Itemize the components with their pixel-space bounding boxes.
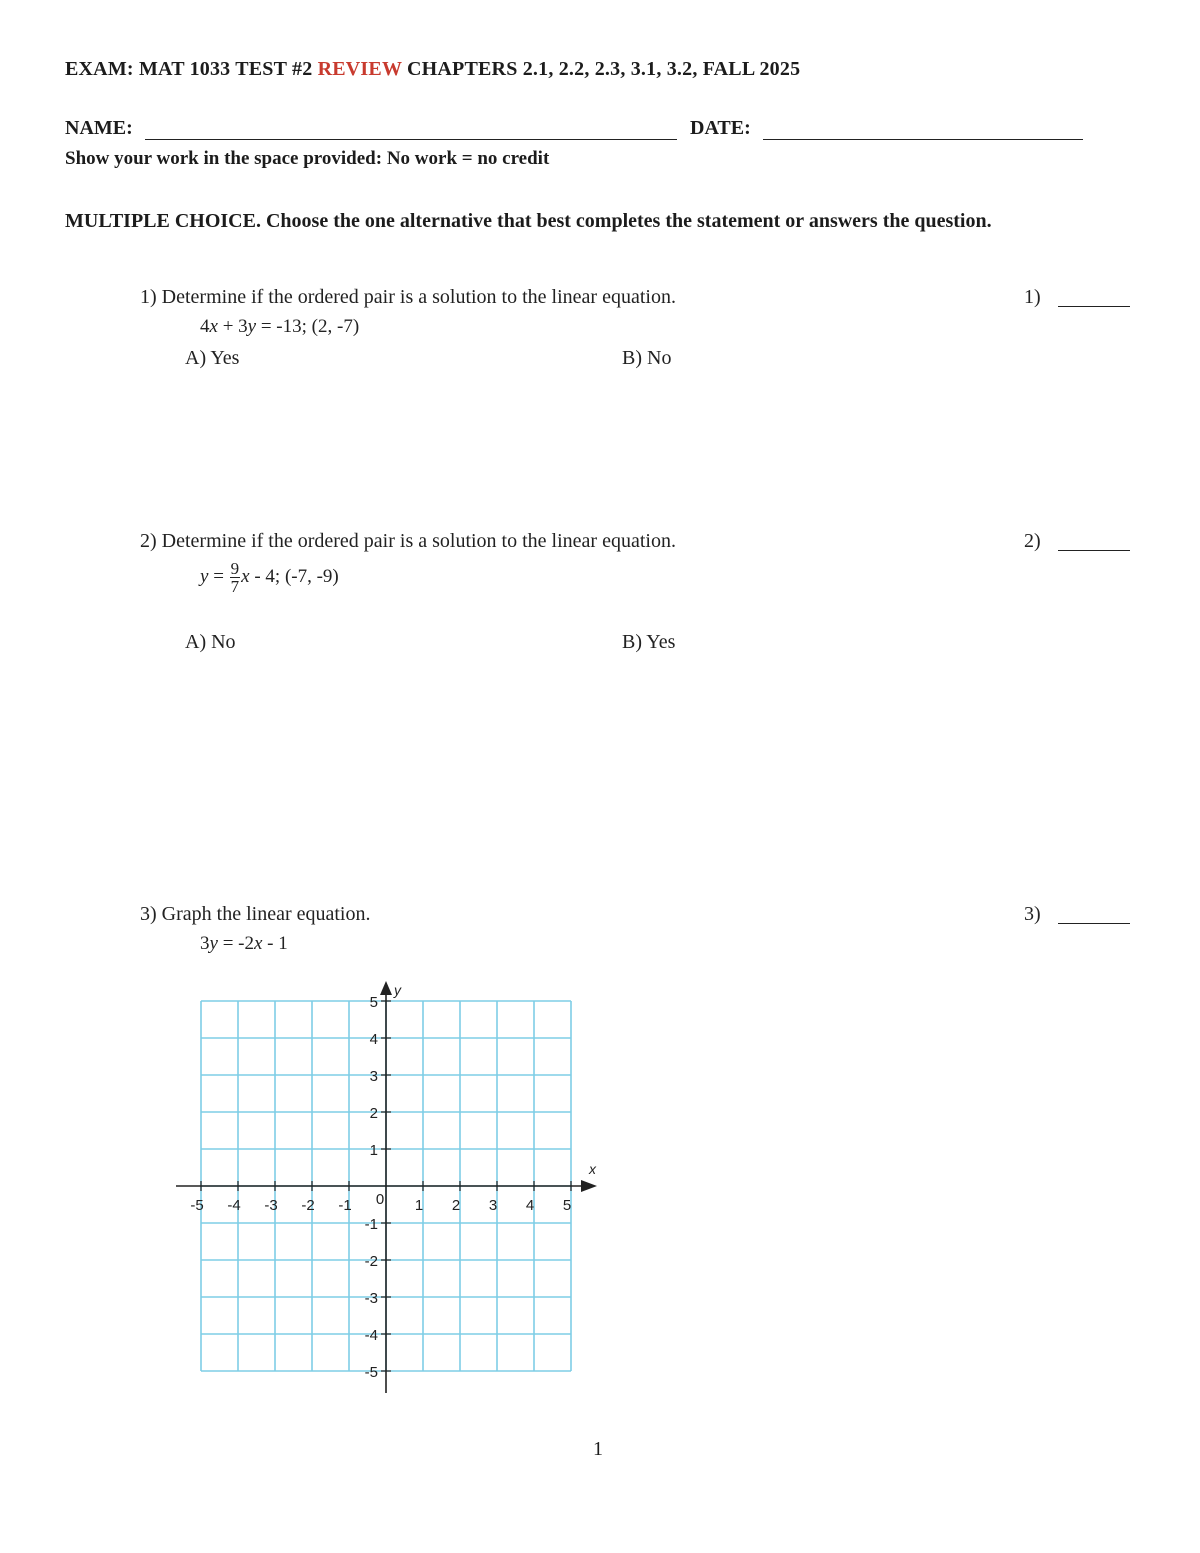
q3-eq-equals: = -2 bbox=[217, 933, 254, 954]
y-tick-label: 5 bbox=[369, 994, 378, 1011]
y-tick-label: -3 bbox=[364, 1290, 378, 1307]
question-1-option-b[interactable]: B) No bbox=[622, 347, 672, 369]
q1-eq-coef: 4 bbox=[200, 316, 210, 337]
y-tick-label: 1 bbox=[369, 1142, 378, 1159]
x-tick-label: -2 bbox=[301, 1197, 315, 1214]
x-axis-arrow bbox=[581, 1180, 597, 1192]
x-tick-label: 2 bbox=[451, 1197, 461, 1214]
q1-eq-y: y bbox=[247, 316, 257, 337]
answer-label-2: 2) bbox=[1024, 530, 1041, 552]
q2-eq-x: x bbox=[241, 565, 250, 587]
answer-label-3: 3) bbox=[1024, 903, 1041, 925]
q2-eq-rest: - 4; (-7, -9) bbox=[249, 565, 339, 587]
y-axis-label: y bbox=[394, 982, 401, 998]
q3-eq-x: x bbox=[253, 933, 263, 954]
work-instructions: Show your work in the space provided: No work = no credit bbox=[65, 148, 550, 169]
q2-eq-y: y bbox=[200, 565, 209, 587]
y-tick-label: 4 bbox=[369, 1031, 378, 1048]
x-tick-label: -1 bbox=[338, 1197, 352, 1214]
x-tick-label: -3 bbox=[264, 1197, 278, 1214]
x-axis-label: x bbox=[589, 1161, 596, 1177]
x-tick-label: -4 bbox=[227, 1197, 241, 1214]
y-tick-label: -1 bbox=[364, 1216, 378, 1233]
answer-label-1: 1) bbox=[1024, 286, 1041, 308]
title-prefix: EXAM: MAT 1033 TEST #2 bbox=[65, 58, 318, 80]
question-2-option-a[interactable]: A) No bbox=[185, 631, 236, 653]
q3-eq-rest: - 1 bbox=[262, 933, 288, 954]
q2-numerator: 9 bbox=[230, 559, 240, 578]
q2-denominator: 7 bbox=[230, 577, 240, 596]
title-review: REVIEW bbox=[317, 58, 402, 80]
section-heading: MULTIPLE CHOICE. bbox=[65, 210, 261, 232]
x-tick-label: 1 bbox=[414, 1197, 424, 1214]
q1-eq-x: x bbox=[209, 316, 218, 337]
q2-eq-equals: = bbox=[208, 565, 229, 587]
q1-eq-rhs: = -13; (2, -7) bbox=[256, 316, 360, 337]
origin-label: 0 bbox=[375, 1191, 385, 1208]
q3-eq-coef: 3 bbox=[200, 933, 210, 954]
y-tick-label: -5 bbox=[364, 1364, 378, 1381]
title-suffix: CHAPTERS 2.1, 2.2, 2.3, 3.1, 3.2, FALL 2025 bbox=[401, 58, 801, 80]
date-label: DATE: bbox=[690, 117, 751, 139]
name-label: NAME: bbox=[65, 117, 133, 139]
y-tick-label: 2 bbox=[369, 1105, 378, 1122]
question-2-prompt: 2) Determine if the ordered pair is a solution to the linear equation. bbox=[140, 530, 676, 552]
page-number: 1 bbox=[593, 1438, 603, 1460]
question-3-prompt: 3) Graph the linear equation. bbox=[140, 903, 371, 925]
y-tick-label: 3 bbox=[369, 1068, 378, 1085]
x-tick-label: -5 bbox=[190, 1197, 204, 1214]
x-tick-label: 4 bbox=[525, 1197, 535, 1214]
x-tick-label: 5 bbox=[562, 1197, 572, 1214]
y-axis-arrow bbox=[380, 981, 392, 995]
section-text: Choose the one alternative that best completes the statement or answers the question. bbox=[265, 210, 992, 232]
q3-eq-y: y bbox=[209, 933, 218, 954]
question-1-option-a[interactable]: A) Yes bbox=[185, 347, 240, 369]
y-tick-label: -4 bbox=[364, 1327, 378, 1344]
y-tick-label: -2 bbox=[364, 1253, 378, 1270]
x-tick-label: 3 bbox=[488, 1197, 498, 1214]
question-2-option-b[interactable]: B) Yes bbox=[622, 631, 676, 653]
question-1-prompt: 1) Determine if the ordered pair is a solution to the linear equation. bbox=[140, 286, 676, 308]
q1-eq-plus: + 3 bbox=[217, 316, 248, 337]
